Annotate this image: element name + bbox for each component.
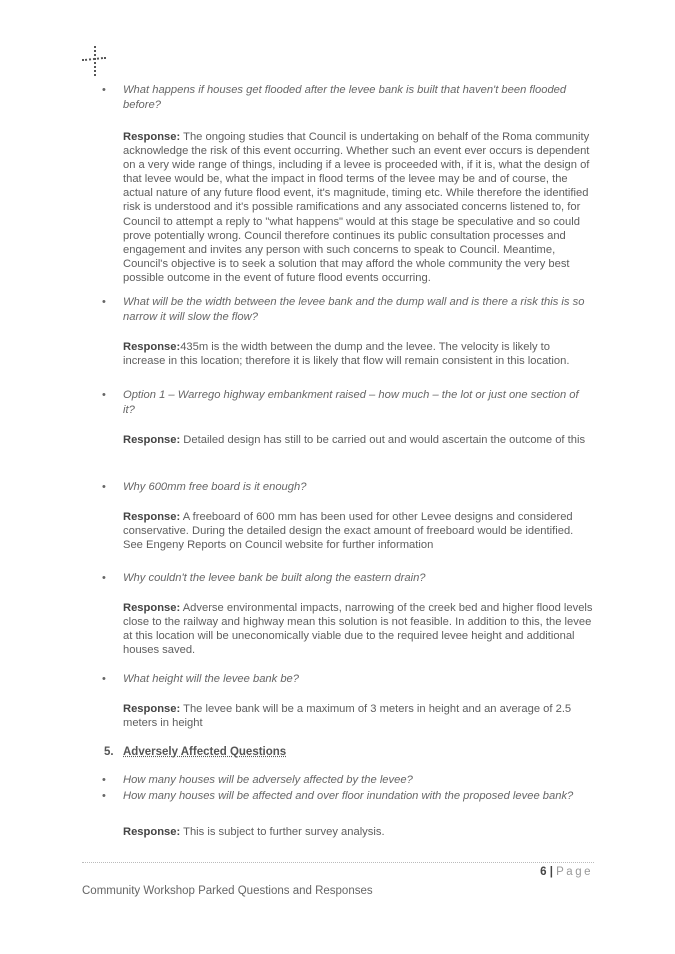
response-1 xyxy=(123,130,593,285)
page-separator: | xyxy=(546,866,557,878)
response-text: The levee bank will be a maximum of 3 meters in height and an average of 2.5 meters in height xyxy=(123,703,572,730)
response-5 xyxy=(123,601,593,657)
page-word: Page xyxy=(556,866,593,878)
question-6: What height will the levee bank be? xyxy=(123,673,300,685)
section5-question-1: How many houses will be adversely affected by the levee? xyxy=(123,774,413,786)
question-2: What will be the width between the levee bank and the dump wall and is there a risk this is so narrow it will slow the flow? xyxy=(123,296,585,323)
bullet-icon: • xyxy=(102,774,106,786)
section5-question-2: How many houses will be affected and over floor inundation with the proposed levee bank? xyxy=(123,790,574,802)
response-text: Detailed design has still to be carried out and would ascertain the outcome of this xyxy=(180,434,586,446)
response-label: Response: xyxy=(123,131,181,143)
document-footer-title: Community Workshop Parked Questions and Responses xyxy=(82,885,373,897)
question-1: What happens if houses get flooded after the levee bank is built that haven't been flooded before? xyxy=(123,84,567,111)
page-number-value: 6 xyxy=(540,866,547,878)
response-3 xyxy=(123,433,593,447)
response-text: 435m is the width between the dump and the levee. The velocity is likely to increase in this location; therefore it is likely that flow will remain consistent in this location. xyxy=(123,341,570,368)
response-text: This is subject to further survey analysis. xyxy=(180,826,385,838)
response-6 xyxy=(123,702,593,730)
response-label: Response: xyxy=(123,703,181,715)
question-3: Option 1 – Warrego highway embankment raised – how much – the lot or just one section of it? xyxy=(123,389,579,416)
question-4: Why 600mm free board is it enough? xyxy=(123,481,307,493)
bullet-icon: • xyxy=(102,481,106,493)
footer-divider xyxy=(82,862,594,863)
question-5: Why couldn't the levee bank be built along the eastern drain? xyxy=(123,572,426,584)
bullet-icon: • xyxy=(102,84,106,96)
section-heading xyxy=(104,746,286,758)
bullet-icon: • xyxy=(102,572,106,584)
bullet-icon: • xyxy=(102,296,106,308)
section-number: 5. xyxy=(104,746,114,758)
crosshair-mark-icon xyxy=(80,46,108,76)
response-4 xyxy=(123,510,593,552)
response-text: A freeboard of 600 mm has been used for other Levee designs and considered conservative. During the detailed design the exact amount of freeboard would be identified. See Engeny Reports on Council website for further information xyxy=(123,511,574,552)
response-2 xyxy=(123,340,593,368)
response-label: Response: xyxy=(123,826,181,838)
section-title: Adversely Affected Questions xyxy=(123,746,287,758)
response-label: Response: xyxy=(123,511,181,523)
page-number xyxy=(540,866,593,878)
bullet-icon: • xyxy=(102,673,106,685)
response-label: Response: xyxy=(123,434,181,446)
response-text: Adverse environmental impacts, narrowing of the creek bed and higher flood levels close to the railway and highway mean this solution is not feasible. In addition to this, the levee at this location will be uneconomically viable due to the required levee height and additional houses saved. xyxy=(123,602,593,657)
bullet-icon: • xyxy=(102,790,106,802)
response-text: The ongoing studies that Council is undertaking on behalf of the Roma community acknowledge the risk of this event occurring. Whether such an event ever occurs is dependent on a very wide range of things, including if a levee is proceeded with, if it is, what the design of that levee would be, what the impact in flood terms of the levee may be and of course, the actual nature of any future flood event, it's magnitude, timing etc. While therefore the identified risk is understood and it's possible ramifications and any associated concerns listened to, for Council to attempt a reply to "what happens" would at this stage be speculative and so could prove potentially wrong. Council therefore continues its public consultation processes and engagement and invites any person with such concerns to speak to Council. Meantime, Council's objective is to seek a solution that may afford the whole community the very best possible outcome in the event of future flood events occurring. xyxy=(123,131,590,284)
section5-response xyxy=(123,825,593,839)
bullet-icon: • xyxy=(102,389,106,401)
response-label: Response: xyxy=(123,341,181,353)
response-label: Response: xyxy=(123,602,181,614)
